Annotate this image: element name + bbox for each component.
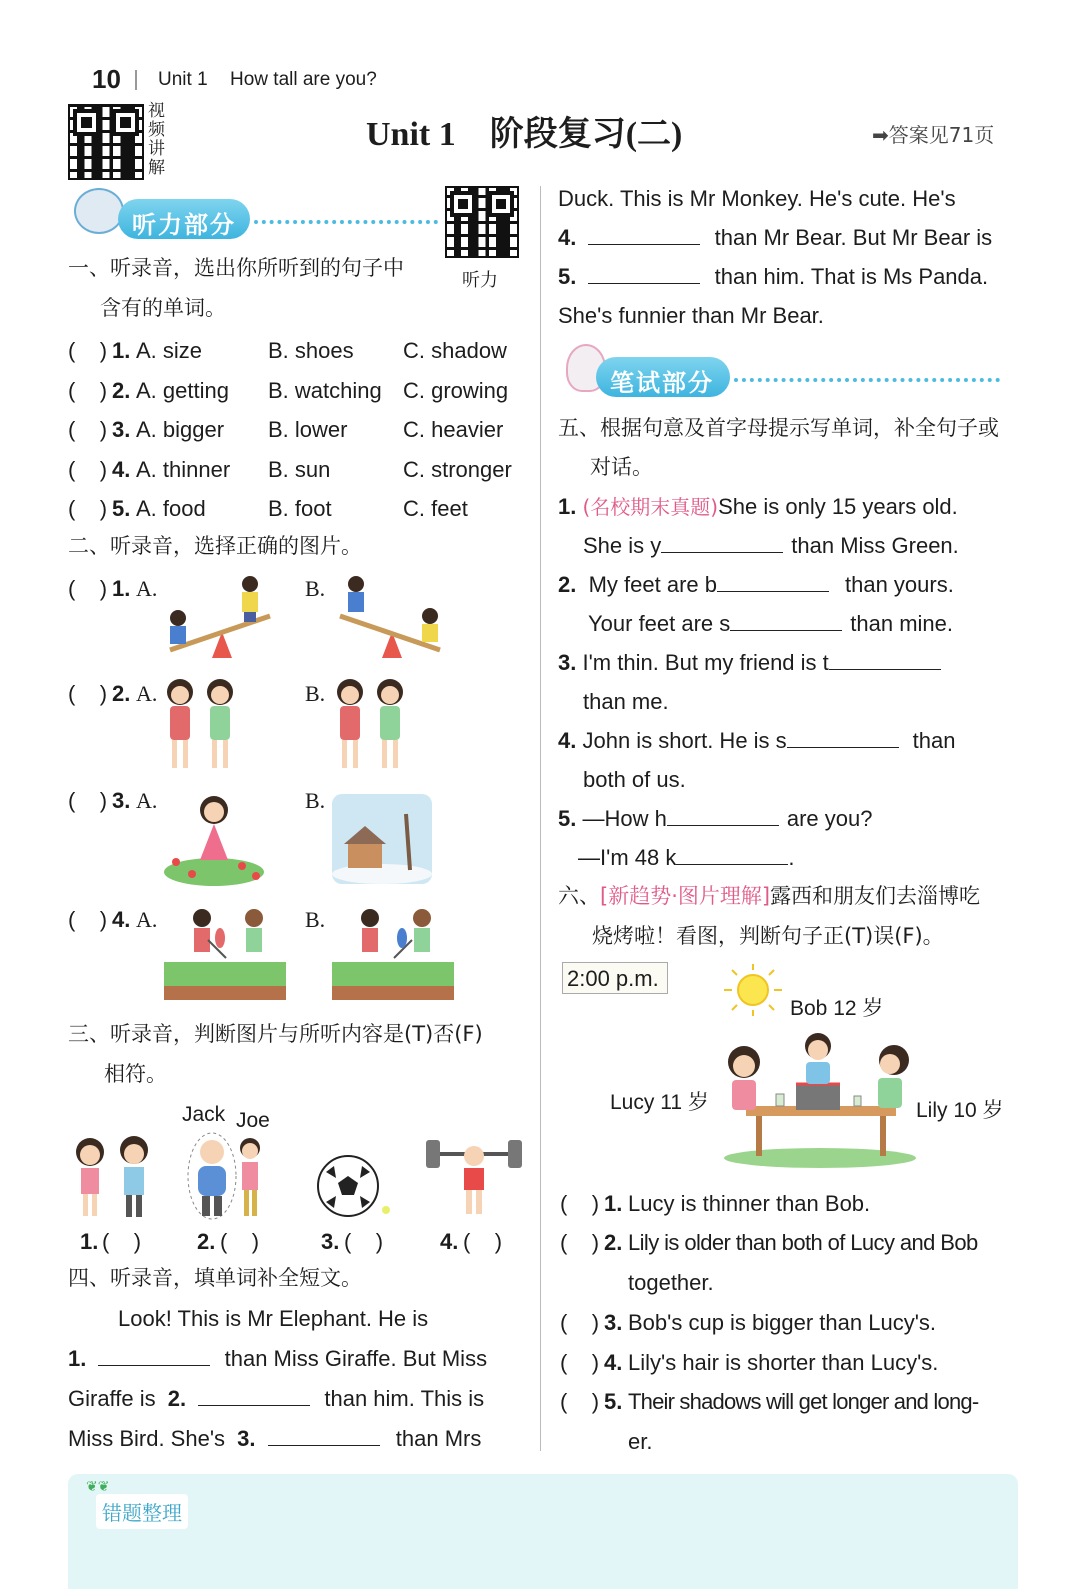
item-number: 2. (197, 1229, 216, 1254)
item-number: 5. (112, 496, 131, 521)
option-c: C. shadow (403, 338, 507, 363)
mistake-notes-area[interactable] (68, 1474, 1018, 1589)
item-number: 1. (112, 576, 131, 601)
answer-bracket[interactable]: ( ) (68, 788, 108, 813)
answer-blank[interactable] (98, 1348, 210, 1366)
answer-reference: ➡答案见71页 (872, 123, 995, 147)
q3-heading-2: 相符。 (104, 1062, 167, 1086)
item-number: 2. (112, 378, 131, 403)
item-number: 1. (604, 1191, 623, 1216)
option-b: B. lower (268, 417, 348, 442)
q2-heading: 二、听录音，选择正确的图片。 (68, 534, 362, 558)
passage-line: Duck. This is Mr Monkey. He's cute. He's (558, 186, 956, 211)
answer-blank[interactable] (588, 227, 700, 245)
answer-bracket[interactable]: ( ) (68, 681, 108, 706)
dotted-divider (734, 378, 1000, 382)
column-divider (540, 186, 541, 1451)
answer-bracket[interactable]: ( ) (68, 496, 108, 521)
q5-item-4: 4. John is short. He is s than (558, 728, 956, 753)
answer-blank[interactable] (829, 652, 941, 670)
q5-heading: 五、根据句意及首字母提示写单词，补全句子或 (558, 416, 999, 440)
answer-blank[interactable] (268, 1428, 380, 1446)
answer-bracket[interactable]: ( ) (102, 1229, 142, 1254)
video-label: 视频讲解 (148, 101, 165, 178)
q5-item-2: 2. My feet are b than yours. (558, 572, 954, 597)
answer-bracket[interactable]: ( ) (560, 1310, 600, 1335)
answer-blank[interactable] (588, 266, 700, 284)
bob-label: Bob 12 岁 (790, 997, 884, 1020)
option-a-label: A. (136, 907, 158, 932)
answer-bracket[interactable]: ( ) (220, 1229, 260, 1254)
option-c: C. growing (403, 378, 509, 403)
answer-bracket[interactable]: ( ) (560, 1389, 600, 1414)
answer-blank[interactable] (667, 808, 779, 826)
option-b: B. sun (268, 457, 331, 482)
item-number: 3. (604, 1310, 623, 1335)
arrow-right-icon: ➡ (872, 123, 889, 147)
statement-text: Lily's hair is shorter than Lucy's. (628, 1350, 939, 1375)
option-a: A. size (136, 338, 203, 363)
lucy-label: Lucy 11 岁 (610, 1091, 709, 1114)
dotted-divider (254, 220, 438, 224)
blank-number: 2. (167, 1386, 187, 1411)
q5-item-5: 5. —How h are you? (558, 806, 873, 831)
item-number: 4. (112, 457, 131, 482)
answer-bracket[interactable]: ( ) (560, 1191, 600, 1216)
barbecue-picture (712, 1028, 922, 1170)
header-unit-title: How tall are you? (230, 69, 377, 90)
video-qr-code[interactable] (68, 104, 144, 180)
option-b: B. shoes (268, 338, 354, 363)
option-a-label: A. (136, 681, 158, 706)
answer-bracket[interactable]: ( ) (560, 1230, 600, 1255)
listening-label: 听力 (462, 270, 498, 291)
option-a: A. bigger (136, 417, 225, 442)
item-number: 4. (440, 1229, 459, 1254)
answer-blank[interactable] (661, 535, 783, 553)
q5-item-3-line-2: than me. (583, 689, 669, 714)
item-number: 2. (112, 681, 131, 706)
leaf-icon: ❦❦ (86, 1478, 110, 1494)
fishing-kids-picture-b[interactable] (332, 906, 454, 1002)
q5-item-5-line-2: —I'm 48 k . (578, 845, 795, 870)
boy-and-girl-picture (68, 1134, 158, 1220)
option-a-label: A. (136, 576, 158, 601)
answer-bracket[interactable]: ( ) (463, 1229, 503, 1254)
exam-tag: (名校期末真题) (582, 495, 719, 519)
page-title: Unit 1 阶段复习(二) (366, 116, 683, 153)
weightlifter-picture (424, 1132, 524, 1218)
q5-item-4-line-2: both of us. (583, 767, 686, 792)
option-b-label: B. (305, 576, 326, 601)
item-number: 4. (112, 907, 131, 932)
answer-blank[interactable] (730, 613, 842, 631)
listening-section-label: 听力部分 (118, 199, 250, 239)
answer-bracket[interactable]: ( ) (68, 576, 108, 601)
joe-label: Joe (236, 1109, 270, 1132)
seesaw-picture-b[interactable] (330, 572, 446, 662)
soccer-ball-picture (312, 1152, 394, 1222)
q6-heading: 六、[新趋势·图片理解]露西和朋友们去淄博吃 (558, 884, 981, 908)
passage-line: Giraffe is 2. than him. This is (68, 1386, 485, 1411)
listening-qr-code[interactable] (445, 186, 519, 258)
answer-bracket[interactable]: ( ) (68, 378, 108, 403)
q5-item-2-line-2: Your feet are s than mine. (588, 611, 954, 636)
item-number: 5. (604, 1389, 623, 1414)
item-number: 1. (80, 1229, 99, 1254)
blank-number: 3. (237, 1426, 256, 1451)
page-number: 10 (92, 64, 121, 94)
item-number: 4. (604, 1350, 623, 1375)
headphone-mascot-icon (74, 188, 124, 234)
statement-text: er. (628, 1429, 653, 1454)
jack-and-joe-picture (186, 1132, 272, 1222)
statement-text: Bob's cup is bigger than Lucy's. (628, 1310, 937, 1335)
writing-section-label: 笔试部分 (596, 357, 730, 397)
statement-text: Lily is older than both of Lucy and Bob (628, 1230, 978, 1255)
q6-heading-2: 烧烤啦！看图，判断句子正(T)误(F)。 (592, 924, 944, 948)
answer-blank[interactable] (717, 574, 829, 592)
blank-number: 4. (558, 225, 577, 250)
mistake-notes-label: 错题整理 (96, 1494, 188, 1529)
sun-icon (718, 962, 788, 1022)
answer-bracket[interactable]: ( ) (68, 338, 108, 363)
time-box: 2:00 p.m. (562, 962, 668, 994)
option-a: A. food (136, 496, 206, 521)
divider (135, 70, 137, 90)
answer-blank[interactable] (198, 1388, 310, 1406)
option-c: C. heavier (403, 417, 504, 442)
trend-tag: [新趋势·图片理解] (600, 884, 771, 908)
answer-bracket[interactable]: ( ) (560, 1350, 600, 1375)
option-b: B. watching (268, 378, 382, 403)
jack-label: Jack (182, 1103, 226, 1126)
passage-line: 4. than Mr Bear. But Mr Bear is (558, 225, 993, 250)
item-number: 3. (321, 1229, 340, 1254)
blank-number: 1. (68, 1346, 87, 1371)
passage-line: She's funnier than Mr Bear. (558, 303, 824, 328)
q5-item-3: 3. I'm thin. But my friend is t (558, 652, 941, 674)
answer-blank[interactable] (676, 847, 788, 865)
item-number: 2. (604, 1230, 623, 1255)
option-b-label: B. (305, 788, 326, 813)
statement-text: Lucy is thinner than Bob. (628, 1191, 871, 1216)
passage-line: 1. than Miss Giraffe. But Miss (68, 1346, 488, 1371)
item-number: 3. (112, 788, 131, 813)
q4-heading: 四、听录音，填单词补全短文。 (68, 1266, 362, 1290)
passage-line: Miss Bird. She's 3. than Mrs (68, 1426, 482, 1451)
passage-line: 5. than him. That is Ms Panda. (558, 264, 989, 289)
option-b-label: B. (305, 681, 326, 706)
two-girls-picture-b[interactable] (330, 676, 410, 772)
statement-text: Their shadows will get longer and long- (628, 1389, 979, 1414)
option-c: C. feet (403, 496, 468, 521)
answer-blank[interactable] (787, 730, 899, 748)
answer-bracket[interactable]: ( ) (68, 417, 108, 442)
passage-line: Look! This is Mr Elephant. He is (118, 1306, 429, 1331)
header-unit: Unit 1 (158, 69, 208, 90)
q1-heading: 一、听录音，选出你所听到的句子中 (68, 256, 404, 280)
seesaw-picture-a[interactable] (160, 572, 276, 662)
answer-bracket[interactable]: ( ) (344, 1229, 384, 1254)
option-c: C. stronger (403, 457, 512, 482)
option-b-label: B. (305, 907, 326, 932)
answer-bracket[interactable]: ( ) (68, 457, 108, 482)
spring-girl-picture-a[interactable] (162, 790, 266, 886)
answer-bracket[interactable]: ( ) (68, 907, 108, 932)
item-number: 1. (112, 338, 131, 363)
option-a-label: A. (136, 788, 158, 813)
q5-heading-2: 对话。 (590, 455, 653, 479)
blank-number: 5. (558, 264, 577, 289)
two-girls-picture-a[interactable] (160, 676, 240, 772)
q5-item-1-line-2: She is y than Miss Green. (583, 533, 959, 558)
statement-text: together. (628, 1270, 714, 1295)
q5-item-1: 1. (名校期末真题)She is only 15 years old. (558, 494, 958, 519)
option-b: B. foot (268, 496, 332, 521)
winter-house-picture-b[interactable] (330, 792, 434, 886)
lily-label: Lily 10 岁 (916, 1099, 1004, 1122)
option-a: A. thinner (136, 457, 231, 482)
option-a: A. getting (136, 378, 229, 403)
q1-heading-2: 含有的单词。 (100, 296, 226, 320)
q3-heading: 三、听录音，判断图片与所听内容是(T)否(F) (68, 1022, 483, 1046)
item-number: 3. (112, 417, 131, 442)
fishing-kids-picture-a[interactable] (164, 906, 286, 1002)
